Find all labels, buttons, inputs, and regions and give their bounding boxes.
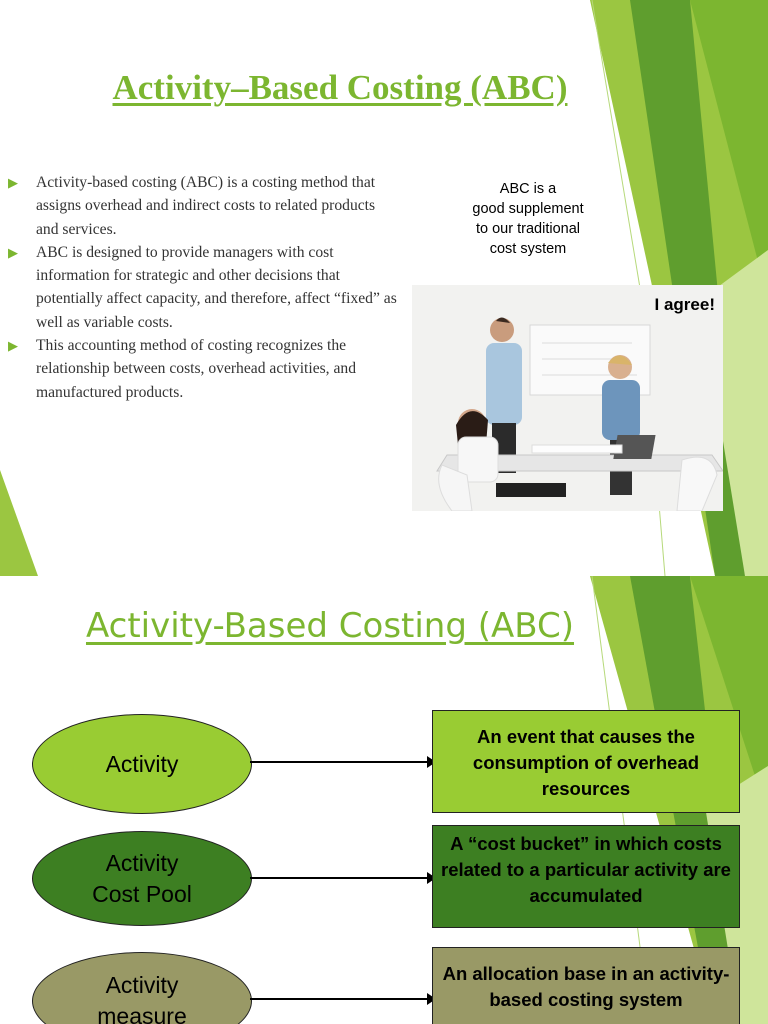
bullet-item: ▶ ABC is designed to provide managers with cost information for strategic and other decisions that potentially affect capacity, and therefore, affect “fixed” as well as variable costs. [8,241,400,334]
callout-text: ABC is a good supplement to our traditional cost system [472,181,584,257]
activity-measure-definition-box: An allocation base in an activity-based costing system [432,947,740,1024]
triangle-bullet-icon: ▶ [8,244,18,260]
triangle-bullet-icon: ▶ [8,338,18,354]
meeting-illustration [412,285,723,511]
office-meeting-photo [412,285,723,511]
bullet-item: ▶ Activity-based costing (ABC) is a costing method that assigns overhead and indirect costs to related products and services. [8,171,400,241]
arrow-connector [250,998,428,1000]
slide-title: Activity-Based Costing (ABC) [85,606,575,646]
slide-2 [0,576,768,1024]
activity-cost-pool-definition-box: A “cost bucket” in which costs related to a particular activity are accumulated [432,825,740,928]
arrow-connector [250,877,428,879]
arrow-connector [250,761,428,763]
photo-caption: I agree! [654,295,715,314]
activity-cost-pool-oval: Activity Cost Pool [32,831,252,926]
triangle-bullet-icon: ▶ [8,175,18,190]
activity-measure-oval: Activity measure [32,952,252,1024]
activity-oval: Activity [32,714,252,814]
slide-title: Activity–Based Costing (ABC) [112,68,568,107]
activity-definition-box: An event that causes the consumption of overhead resources [432,710,740,813]
bullet-list [8,171,400,404]
bullet-item: ▶ This accounting method of costing recognizes the relationship between costs, overhead activities, and manufactured products. [8,334,400,404]
